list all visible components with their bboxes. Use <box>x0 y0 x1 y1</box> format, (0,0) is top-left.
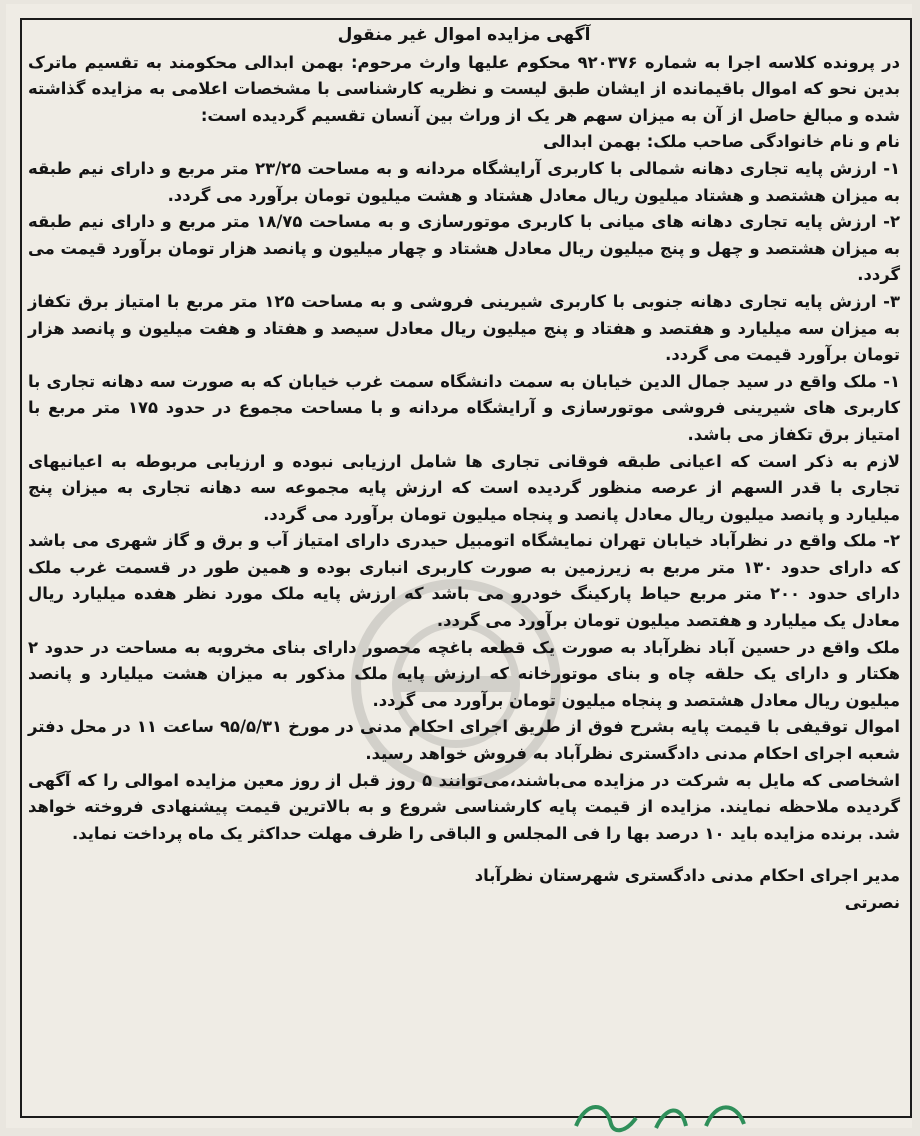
signer-title: مدیر اجرای احکام مدنی دادگستری شهرستان نظرآباد <box>474 866 900 886</box>
property-1: ۱- ملک واقع در سید جمال الدین خیابان به سمت دانشگاه سمت غرب خیابان که به صورت سه دهانه تجاری با کاربری های شیرینی فروشی موتورسازی و آرایشگاه مردانه و با مساحت مجموع در حدود ۱۷۵ متر مربع با امتیاز برق تکفاز می باشد. <box>28 371 900 444</box>
notice-body <box>28 22 900 917</box>
item-3: ۳- ارزش پایه تجاری دهانه جنوبی با کاربری شیرینی فروشی و به مساحت ۱۲۵ متر مربع با امتیاز برق تکفاز به میزان سه میلیارد و هفتصد و هفتاد و پنج میلیون ریال معادل سیصد و هفتاد و هفت میلیون و پانصد هزار تومان برآورد قیمت می گردد. <box>28 291 900 365</box>
property-2: ۲- ملک واقع در نظرآباد خیابان تهران نمایشگاه اتومبیل حیدری دارای امتیاز آب و برق و گاز شهری می باشد که دارای حدود ۱۳۰ متر مربع به زیرزمین به صورت کاربری انباری بوده و همین طور در قسمت غرب ملک دارای حدود ۲۰۰ متر مربع حیاط پارکینگ خودرو می باشد که ارزش پایه ملک مورد نظر هفده میلیارد ریال معادل یک میلیارد و هفتصد میلیون تومان برآورد می گردد. <box>28 531 901 631</box>
property-3: ملک واقع در حسین آباد نظرآباد به صورت یک قطعه باغچه محصور دارای بنای مخروبه به مساحت در حدود ۲ هکتار و دارای یک حلقه چاه و بنای موتورخانه که ارزش پایه ملک مذکور به میزان هشت میلیارد و پانصد میلیون ریال معادل هشتصد و پنجاه میلیون تومان برآورد می گردد. <box>28 637 900 710</box>
notice-intro: در پرونده کلاسه اجرا به شماره ۹۲۰۳۷۶ محکوم علیها وارث مرحوم: بهمن ابدالی محکومند به تقسیم ماترک بدین نحو که اموال باقیمانده از ایشان طبق لیست و نظریه کارشناسی با مشخصات اعلامی به مزایده گذاشته شده و مبالغ حاصل از آن به میزان سهم هر یک از وراث بین آنسان تقسیم گردیده است: <box>28 52 901 125</box>
property-1-note: لازم به ذکر است که اعیانی طبقه فوقانی تجاری ها شامل ارزیابی نبوده و ارزیابی مربوطه به اعیانیهای تجاری با قدر السهم از عرصه منظور گردیده است که ارزش پایه مجموعه سه دهانه تجاری به میزان پنج میلیارد و پانصد میلیون ریال معادل پانصد و پنجاه میلیون تومان برآورد می گردد. <box>28 451 900 524</box>
item-2: ۲- ارزش پایه تجاری دهانه های میانی با کاربری موتورسازی و به مساحت ۱۸/۷۵ متر مربع و دارای نیم طبقه به میزان هشتصد و چهل و پنج میلیون ریال معادل هشتاد و چهار میلیون و پانصد هزار تومان برآورد قیمت می گردد. <box>28 212 900 285</box>
handwritten-mark-icon <box>566 1096 756 1136</box>
auction-line: اموال توقیفی با قیمت پایه بشرح فوق از طریق اجرای احکام مدنی در مورخ ۹۵/۵/۳۱ ساعت ۱۱ در محل دفتر شعبه اجرای احکام مدنی دادگستری نظرآباد به فروش خواهد رسید. <box>28 717 901 764</box>
signer-name: نصرتی <box>844 893 900 912</box>
newspaper-clipping <box>6 4 912 1128</box>
auction-conditions: اشخاصی که مایل به شرکت در مزایده می‌باشند،می‌توانند ۵ روز قبل از روز معین مزایده اموالی را که آگهی گردیده ملاحظه نمایند. مزایده از قیمت پایه کارشناسی شروع و به بالاترین قیمت پیشنهادی فروخته خواهد شد. برنده مزایده باید ۱۰ درصد بها را فی المجلس و الباقی را ظرف مهلت حداکثر یک ماه پرداخت نماید. <box>28 770 900 843</box>
notice-title: آگهی مزایده اموال غیر منقول <box>337 25 591 45</box>
owner-line: نام و نام خانوادگی صاحب ملک: بهمن ابدالی <box>543 132 900 152</box>
item-1: ۱- ارزش پایه تجاری دهانه شمالی با کاربری آرایشگاه مردانه و به مساحت ۲۳/۲۵ متر مربع و دارای نیم طبقه به میزان هشتصد و هشتاد میلیون ریال معادل هشتاد و هشت میلیون تومان برآورد می گردد. <box>28 158 901 205</box>
